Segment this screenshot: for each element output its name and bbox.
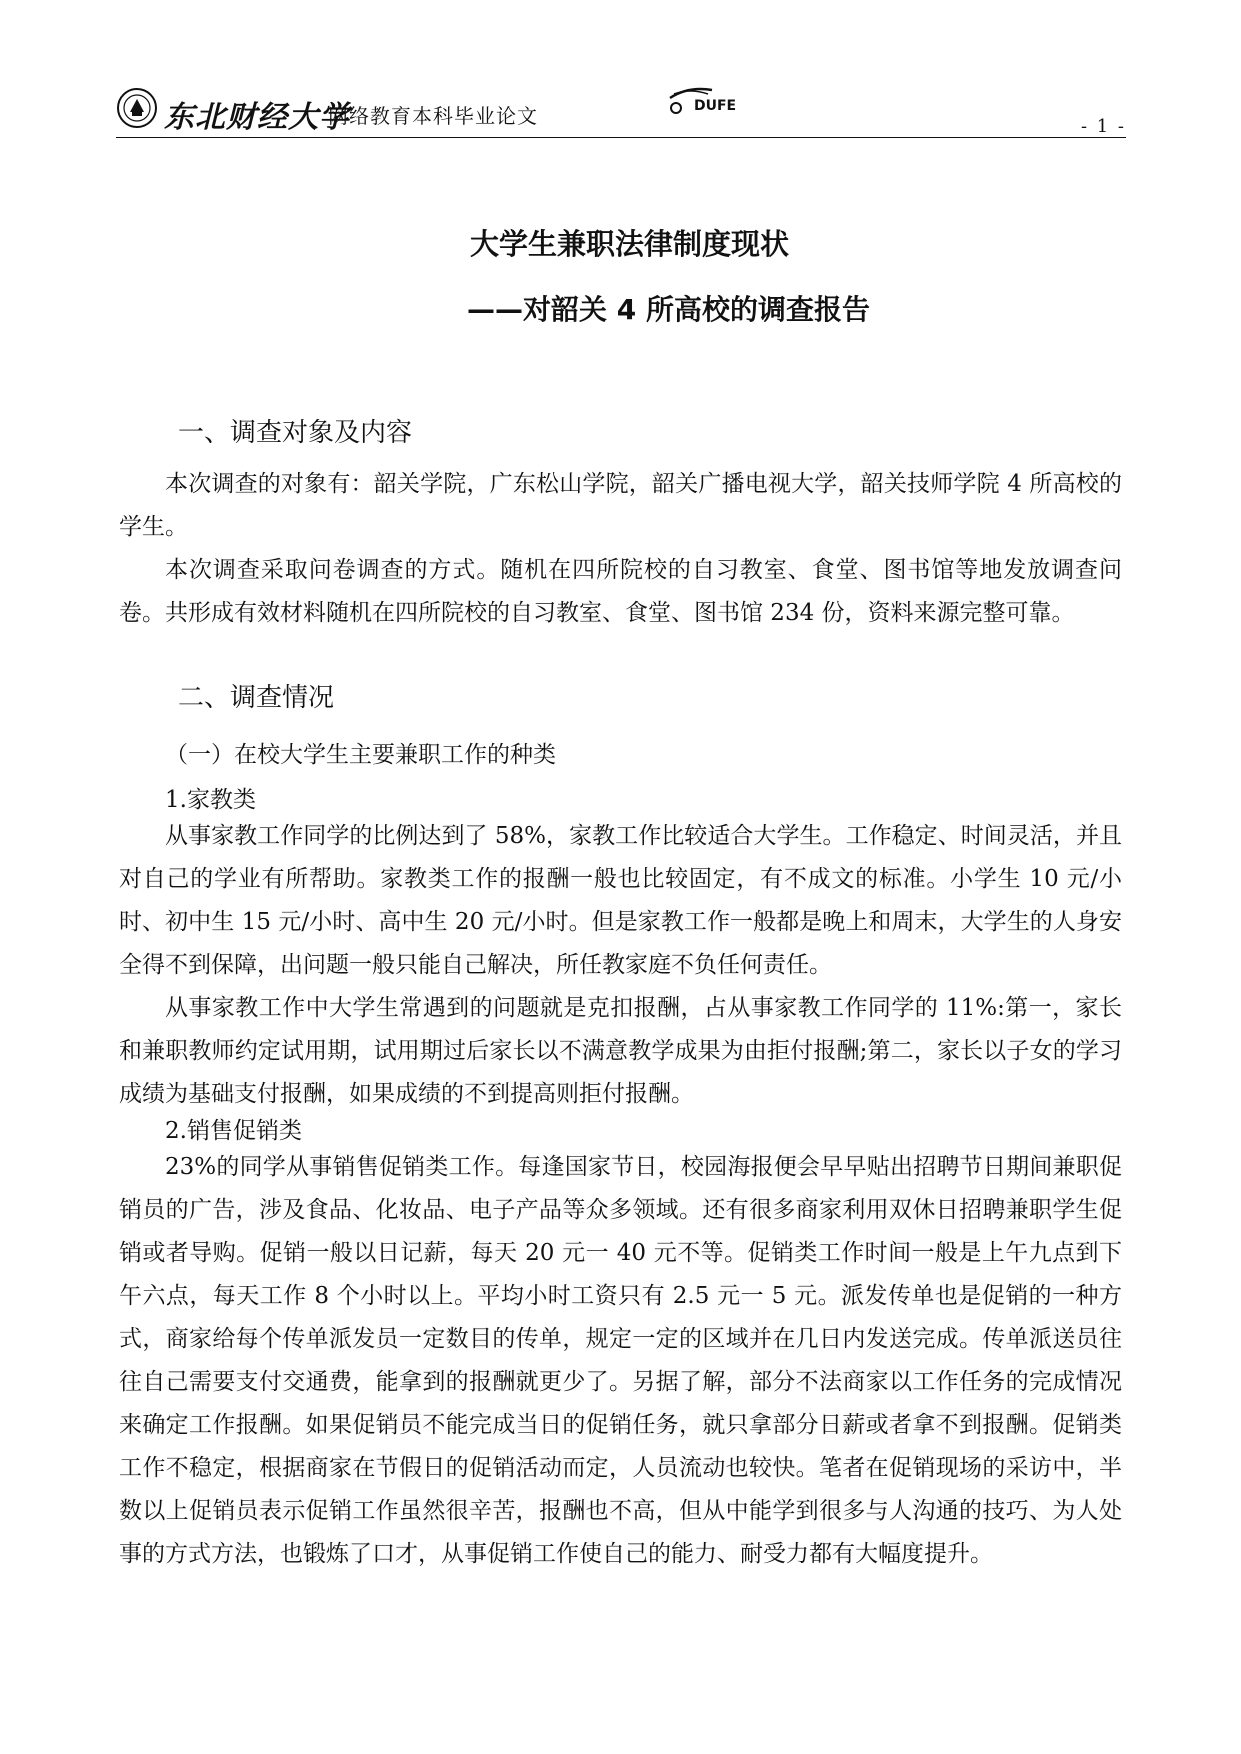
section-heading: 一、调查对象及内容 xyxy=(178,418,413,448)
paragraph: 23%的同学从事销售促销类工作。每逢国家节日，校园海报便会早早贴出招聘节日期间兼职促销员的广告，涉及食品、化妆品、电子产品等众多领域。还有很多商家利用双休日招聘兼职学生促销或者导购。促销一般以日记薪，每天 20 元一 40 元不等。促销类工作时间一般是上午九点到下午六点，每天工作 8 个小时以上。平均小时工资只有 2.5 元一 5 元。派发传单也是促销的一种方式，商家给每个传单派发员一定数目的传单，规定一定的区域并在几日内发送完成。传单派送员往往自己需要支付交通费，能拿到的报酬就更少了。另据了解，部分不法商家以工作任务的完成情况来确定工作报酬。如果促销员不能完成当日的促销任务，就只拿部分日薪或者拿不到报酬。促销类工作不稳定，根据商家在节假日的促销活动而定，人员流动也较快。笔者在促销现场的采访中，半数以上促销员表示促销工作虽然很辛苦，报酬也不高，但从中能学到很多与人沟通的技巧、为人处事的方式方法，也锻炼了口才，从事促销工作使自己的能力、耐受力都有大幅度提升。 xyxy=(119,1154,1122,1567)
document-title: 大学生兼职法律制度现状 xyxy=(469,227,789,261)
svg-text:DUFE: DUFE xyxy=(694,98,737,114)
paragraph: 本次调查的对象有：韶关学院，广东松山学院，韶关广播电视大学，韶关技师学院 4 所高校的学生。 xyxy=(119,471,1122,540)
document-subtitle: ——对韶关 4 所高校的调查报告 xyxy=(467,293,870,326)
page-header xyxy=(116,84,1126,136)
page-number: - 1 - xyxy=(1080,116,1126,137)
item-heading: 2.销售促销类 xyxy=(165,1118,302,1144)
paragraph: 从事家教工作中大学生常遇到的问题就是克扣报酬，占从事家教工作同学的 11%:第一，家长和兼职教师约定试用期，试用期过后家长以不满意教学成果为由拒付报酬;第二，家长以子女的学习成绩为基础支付报酬，如果成绩的不到提高则拒付报酬。 xyxy=(119,995,1122,1107)
header-subtitle: 网络教育本科毕业论文 xyxy=(328,104,538,128)
dufe-logo-icon xyxy=(668,84,738,118)
section-heading: 二、调查情况 xyxy=(178,683,335,713)
item-heading: 1.家教类 xyxy=(165,787,256,813)
header-divider xyxy=(116,137,1126,138)
university-seal-icon xyxy=(116,87,158,129)
university-name: 东北财经大学 xyxy=(164,100,350,135)
paragraph: 本次调查采取问卷调查的方式。随机在四所院校的自习教室、食堂、图书馆等地发放调查问卷。共形成有效材料随机在四所院校的自习教室、食堂、图书馆 234 份，资料来源完整可靠。 xyxy=(119,557,1122,626)
subsection-heading: （一）在校大学生主要兼职工作的种类 xyxy=(165,742,556,768)
paragraph: 从事家教工作同学的比例达到了 58%，家教工作比较适合大学生。工作稳定、时间灵活，并且对自己的学业有所帮助。家教类工作的报酬一般也比较固定，有不成文的标准。小学生 10 元/小时、初中生 15 元/小时、高中生 20 元/小时。但是家教工作一般都是晚上和周末，大学生的人身安全得不到保障，出问题一般只能自己解决，所任教家庭不负任何责任。 xyxy=(119,823,1122,978)
